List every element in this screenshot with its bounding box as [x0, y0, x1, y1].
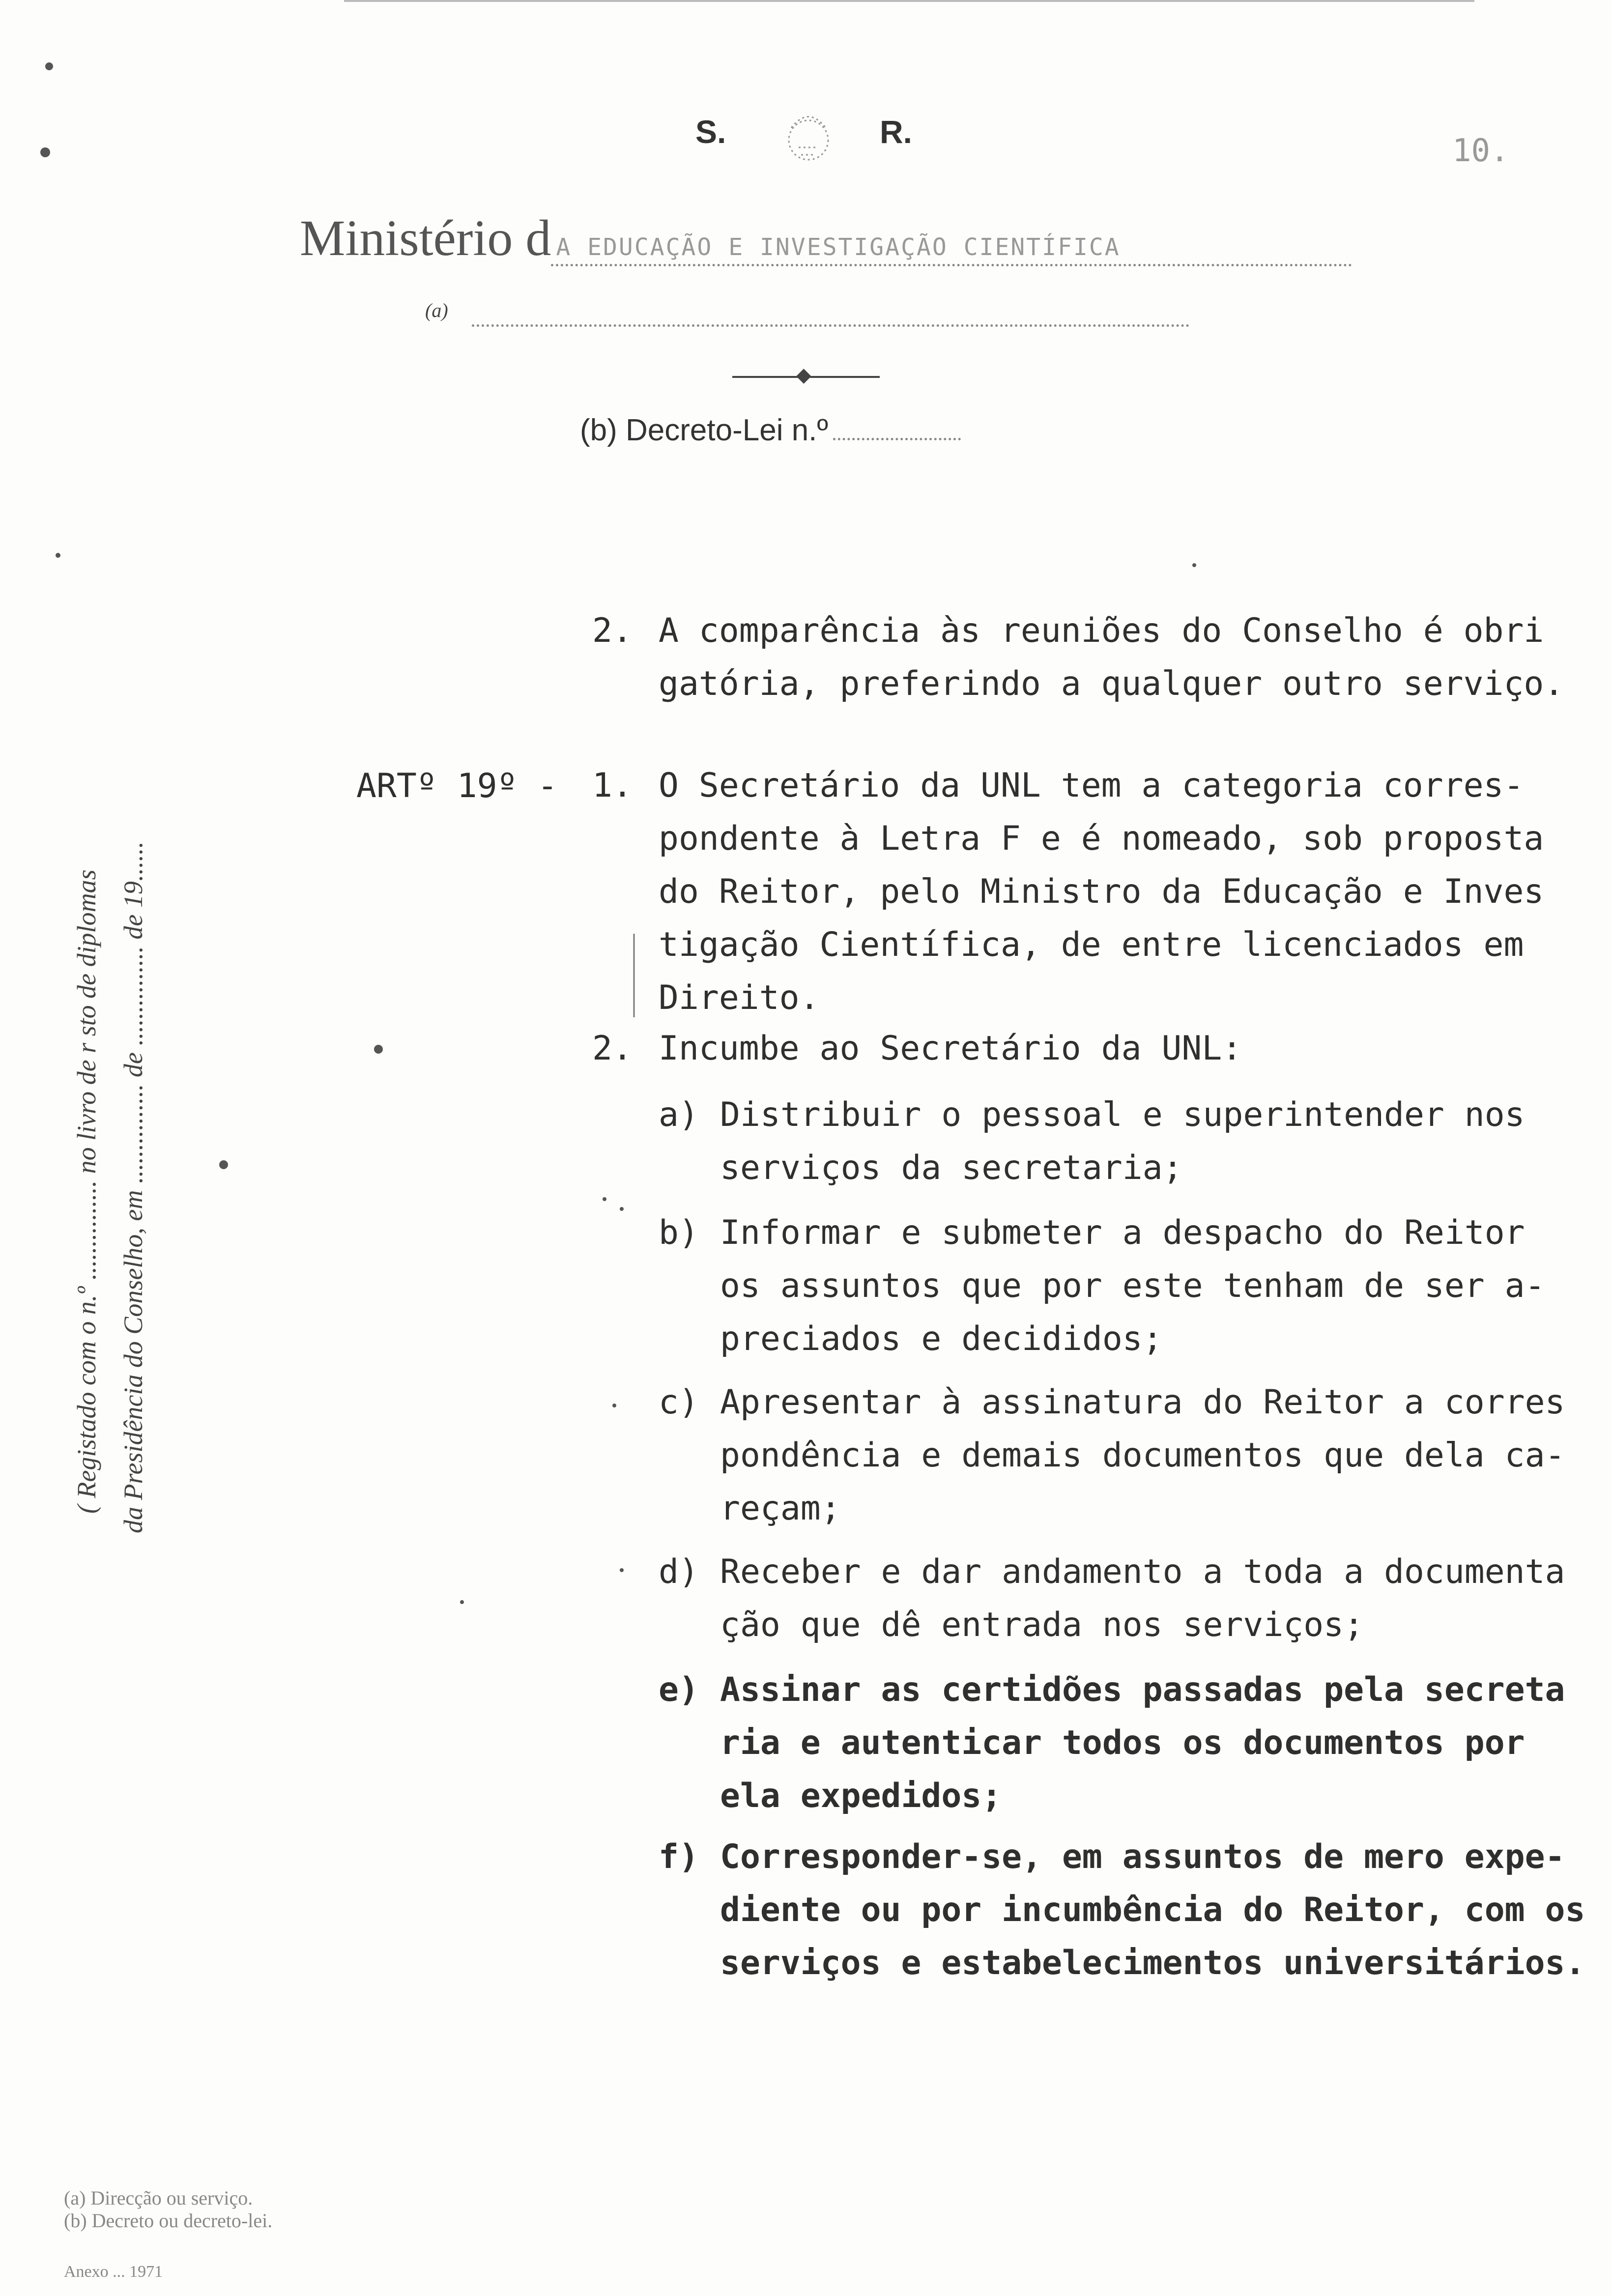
text-line: diente ou por incumbência do Reitor, com os: [720, 1891, 1585, 1929]
print-reference: Anexo ... 1971: [64, 2263, 163, 2281]
paragraph-number: 2.: [592, 611, 633, 650]
text-line: ria e autenticar todos os documentos por: [720, 1723, 1525, 1762]
text-line: serviços e estabelecimentos universitários.: [720, 1944, 1585, 1982]
list-item-letter: d): [659, 1552, 699, 1591]
text-line: gatória, preferindo a qualquer outro serviço.: [659, 664, 1564, 703]
text-line: serviços da secretaria;: [720, 1148, 1183, 1187]
margin-registration-line-2: da Presidência do Conselho, em ............... de ............... de 19......: [118, 841, 148, 1533]
margin-registration-line-1: ( Registado com o n.º ............... no livro de r sto de diplomas: [72, 869, 101, 1514]
paragraph-number: 2.: [592, 1029, 633, 1068]
text-line: Corresponder-se, em assuntos de mero expe-: [720, 1837, 1565, 1876]
text-line: os assuntos que por este tenham de ser a-: [720, 1266, 1545, 1305]
dotted-line-a: [472, 324, 1189, 327]
list-item-letter: b): [659, 1213, 699, 1252]
text-line: Assinar as certidões passadas pela secreta: [720, 1670, 1565, 1709]
coat-of-arms-seal-icon: [772, 101, 845, 174]
text-line: ela expedidos;: [720, 1777, 1002, 1815]
marker-a: (a): [425, 299, 448, 321]
paragraph-prev-text: [659, 604, 1564, 711]
text-line: Apresentar à assinatura do Reitor a corres: [720, 1383, 1565, 1422]
divider-diamond-icon: ◆: [796, 364, 811, 386]
list-item-letter: a): [659, 1095, 699, 1134]
text-line: reçam;: [720, 1489, 841, 1528]
list-item-text: [720, 1664, 1565, 1823]
decree-label: (b) Decreto-Lei n.º: [580, 413, 829, 447]
paragraph-1-text: [659, 759, 1544, 1025]
text-line: Informar e submeter a despacho do Reitor: [720, 1213, 1525, 1252]
text-line: ção que dê entrada nos serviços;: [720, 1606, 1364, 1644]
header-r: R.: [880, 114, 912, 150]
text-line: A comparência às reuniões do Conselho é obri: [659, 611, 1544, 650]
list-item-text: [720, 1206, 1545, 1366]
list-item-text: [720, 1831, 1585, 1990]
ministry-name: A EDUCAÇÃO E INVESTIGAÇÃO CIENTÍFICA: [551, 233, 1352, 266]
text-line: Distribuir o pessoal e superintender nos: [720, 1095, 1525, 1134]
paragraph-number: 1.: [592, 766, 633, 805]
list-item-letter: c): [659, 1383, 699, 1422]
decree-number-blank: [833, 438, 961, 440]
list-item-text: [720, 1376, 1565, 1535]
page-number: 10.: [1452, 133, 1509, 169]
text-line: O Secretário da UNL tem a categoria corres-: [659, 766, 1524, 805]
article-label: ARTº 19º -: [356, 767, 558, 805]
text-line: Receber e dar andamento a toda a documenta: [720, 1552, 1565, 1591]
text-line: preciados e decididos;: [720, 1320, 1163, 1358]
paragraph-2-intro: Incumbe ao Secretário da UNL:: [659, 1029, 1242, 1068]
header-s: S.: [695, 114, 726, 150]
text-line: do Reitor, pelo Ministro da Educação e Inves: [659, 872, 1544, 911]
ministry-label: Ministério d: [300, 210, 551, 266]
text-line: pondência e demais documentos que dela ca-: [720, 1436, 1565, 1475]
ministry-heading: [300, 209, 1352, 267]
decree-line: [580, 413, 961, 448]
list-item-text: [720, 1089, 1525, 1195]
list-item-letter: f): [659, 1837, 699, 1876]
text-line: Direito.: [659, 978, 820, 1017]
list-item-text: [720, 1546, 1565, 1652]
footnote-a: (a) Direcção ou serviço.: [64, 2187, 253, 2209]
top-edge-rule: [344, 0, 1474, 2]
text-line: tigação Científica, de entre licenciados em: [659, 925, 1524, 964]
list-item-letter: e): [659, 1670, 699, 1709]
footnote-b: (b) Decreto ou decreto-lei.: [64, 2210, 273, 2232]
text-line: pondente à Letra F e é nomeado, sob proposta: [659, 819, 1544, 858]
